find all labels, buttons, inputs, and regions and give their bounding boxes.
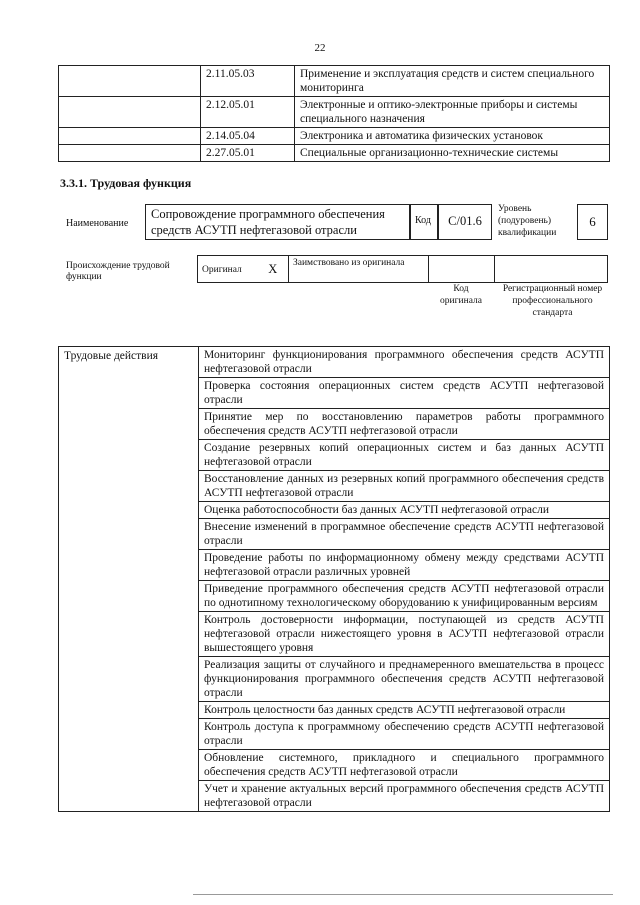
education-code: 2.27.05.01 [201,145,295,162]
name-label: Наименование [66,218,129,229]
education-row [59,66,610,97]
labor-action-item: Проверка состояния операционных систем средств АСУТП нефтегазовой отрасли [199,378,610,409]
reg-number-cell [495,256,608,283]
labor-action-item: Внесение изменений в программное обеспечение средств АСУТП нефтегазовой отрасли [199,519,610,550]
education-table [58,65,610,162]
page-number: 22 [314,42,326,54]
education-empty-cell [59,128,201,145]
education-name: Специальные организационно-технические системы [295,145,610,162]
labor-action-item: Реализация защиты от случайного и преднамеренного вмешательства в процесс функционирования программного обеспечения средств АСУТП нефтегазовой отрасли [199,657,610,702]
education-empty-cell [59,145,201,162]
labor-action-item: Восстановление данных из резервных копий программного обеспечения средств АСУТП нефтегазовой отрасли [199,471,610,502]
labor-action-row [59,347,610,378]
education-name: Электронные и оптико-электронные приборы и системы специального назначения [295,97,610,128]
section-title: 3.3.1. Трудовая функция [60,176,192,190]
code-label: Код [410,204,438,240]
code-original-cell [429,256,495,283]
education-name: Применение и эксплуатация средств и систем специального мониторинга [295,66,610,97]
function-name: Сопровождение программного обеспечения средств АСУТП нефтегазовой отрасли [145,204,410,240]
labor-action-item: Создание резервных копий операционных систем и баз данных АСУТП нефтегазовой отрасли [199,440,610,471]
education-name: Электроника и автоматика физических установок [295,128,610,145]
origin-label: Происхождение трудовой функции [66,261,170,282]
labor-action-item: Мониторинг функционирования программного обеспечения средств АСУТП нефтегазовой отрасли [199,347,610,378]
code-original-label: Код оригинала [440,284,482,306]
education-code: 2.12.05.01 [201,97,295,128]
bottom-border [193,894,613,895]
level-label: Уровень (подуровень) квалификации [498,204,557,238]
borrowed-label: Заимствовано из оригинала [289,256,429,283]
education-code: 2.11.05.03 [201,66,295,97]
labor-actions-label: Трудовые действия [59,347,199,812]
origin-table [197,255,608,283]
labor-action-item: Контроль целостности баз данных средств АСУТП нефтегазовой отрасли [199,702,610,719]
labor-action-item: Принятие мер по восстановлению параметров работы программного обеспечения средств АСУТП нефтегазовой отрасли [199,409,610,440]
education-empty-cell [59,66,201,97]
education-row [59,128,610,145]
reg-number-label: Регистрационный номер профессионального стандарта [502,284,603,318]
labor-action-item: Приведение программного обеспечения средств АСУТП нефтегазовой отрасли по однотипному технологическому оборудованию к унифицированным версиям [199,581,610,612]
education-row [59,145,610,162]
qualification-level: 6 [577,204,608,240]
labor-action-item: Контроль доступа к программному обеспечению средств АСУТП нефтегазовой отрасли [199,719,610,750]
function-code: С/01.6 [438,204,492,240]
education-row [59,97,610,128]
original-label: Оригинал [198,256,258,283]
labor-action-item: Учет и хранение актуальных версий программного обеспечения средств АСУТП нефтегазовой отрасли [199,781,610,812]
education-code: 2.14.05.04 [201,128,295,145]
labor-action-item: Проведение работы по информационному обмену между средствами АСУТП нефтегазовой отрасли различных уровней [199,550,610,581]
original-mark: X [258,256,289,283]
labor-actions-table [58,346,610,812]
labor-action-item: Оценка работоспособности баз данных АСУТП нефтегазовой отрасли [199,502,610,519]
labor-action-item: Обновление системного, прикладного и специального программного обеспечения средств АСУТП нефтегазовой отрасли [199,750,610,781]
education-empty-cell [59,97,201,128]
labor-action-item: Контроль достоверности информации, поступающей из средств АСУТП нефтегазовой отрасли нижестоящего уровня в АСУТП нефтегазовой отрасли вышестоящего уровня [199,612,610,657]
